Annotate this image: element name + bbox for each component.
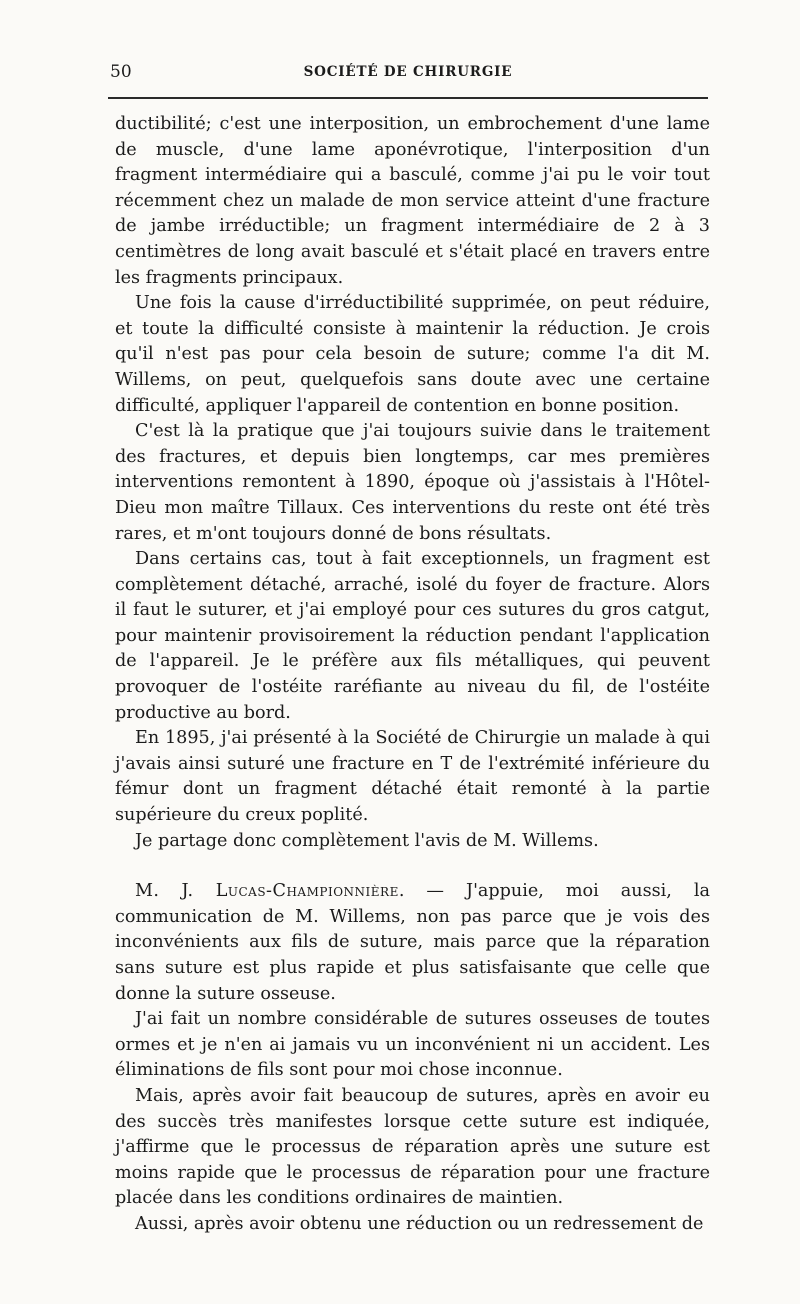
body-text <box>115 112 710 1238</box>
speaker-name: Lucas-Championnière <box>215 881 399 902</box>
paragraph: J'ai fait un nombre considérable de sutures osseuses de toutes ormes et je n'en ai jamais vu un inconvénient ni un accident. Les éliminations de fils sont pour moi chose inconnue. <box>115 1009 710 1081</box>
speaker-paragraph <box>115 879 710 1007</box>
speaker-prefix: M. J. <box>135 881 216 902</box>
page-number: 50 <box>110 62 132 82</box>
paragraph: En 1895, j'ai présenté à la Société de Chirurgie un malade à qui j'avais ainsi suturé une fracture en T de l'extrémité inférieure du fémur dont un fragment détaché était remonté à la partie supérieure du creux poplité. <box>115 728 710 826</box>
paragraph: Dans certains cas, tout à fait exceptionnels, un fragment est complètement détaché, arraché, isolé du foyer de fracture. Alors il faut le suturer, et j'ai employé pour ces sutures du gros catgut, pour maintenir provisoirement la réduction pendant l'application de l'appareil. Je le préfère aux fils métalliques, qui peuvent provoquer de l'ostéite raréfiante au niveau du fil, de l'ostéite productive au bord. <box>115 549 710 723</box>
speaker-text: . — J'appuie, moi aussi, la communication de M. Willems, non pas parce que je vois des inconvénients aux fils de suture, mais parce que la réparation sans suture est plus rapide et plus satisfaisante que celle que donne la suture osseuse. <box>115 881 710 1004</box>
header-rule <box>108 97 708 99</box>
page-header <box>108 62 708 86</box>
running-title: SOCIÉTÉ DE CHIRURGIE <box>303 64 513 80</box>
paragraph: C'est là la pratique que j'ai toujours suivie dans le traitement des fractures, et depuis bien longtemps, car mes premières interventions remontent à 1890, époque où j'assistais à l'Hôtel-Dieu mon maître Tillaux. Ces interventions du reste ont été très rares, et m'ont toujours donné de bons résultats. <box>115 421 710 544</box>
paragraph: Aussi, après avoir obtenu une réduction ou un redressement de <box>135 1213 704 1234</box>
paragraph: Une fois la cause d'irréductibilité supprimée, on peut réduire, et toute la difficulté consiste à maintenir la réduction. Je crois qu'il n'est pas pour cela besoin de suture; comme l'a dit M. Willems, on peut, quelquefois sans doute avec une certaine difficulté, appliquer l'appareil de contention en bonne position. <box>115 293 710 416</box>
paragraph: Mais, après avoir fait beaucoup de sutures, après en avoir eu des succès très manifestes lorsque cette suture est indiquée, j'affirme que le processus de réparation après une suture est moins rapide que le processus de réparation pour une fracture placée dans les conditions ordinaires de maintien. <box>115 1085 710 1209</box>
paragraph: Je partage donc complètement l'avis de M. Willems. <box>135 830 599 851</box>
paragraph: ductibilité; c'est une interposition, un embrochement d'une lame de muscle, d'une lame aponévrotique, l'interposition d'un fragment intermédiaire qui a basculé, comme j'ai pu le voir tout récemment chez un malade de mon service atteint d'une fracture de jambe irréductible; un fragment intermédiaire de 2 à 3 centimètres de long avait basculé et s'était placé en travers entre les fragments principaux. <box>115 114 710 288</box>
